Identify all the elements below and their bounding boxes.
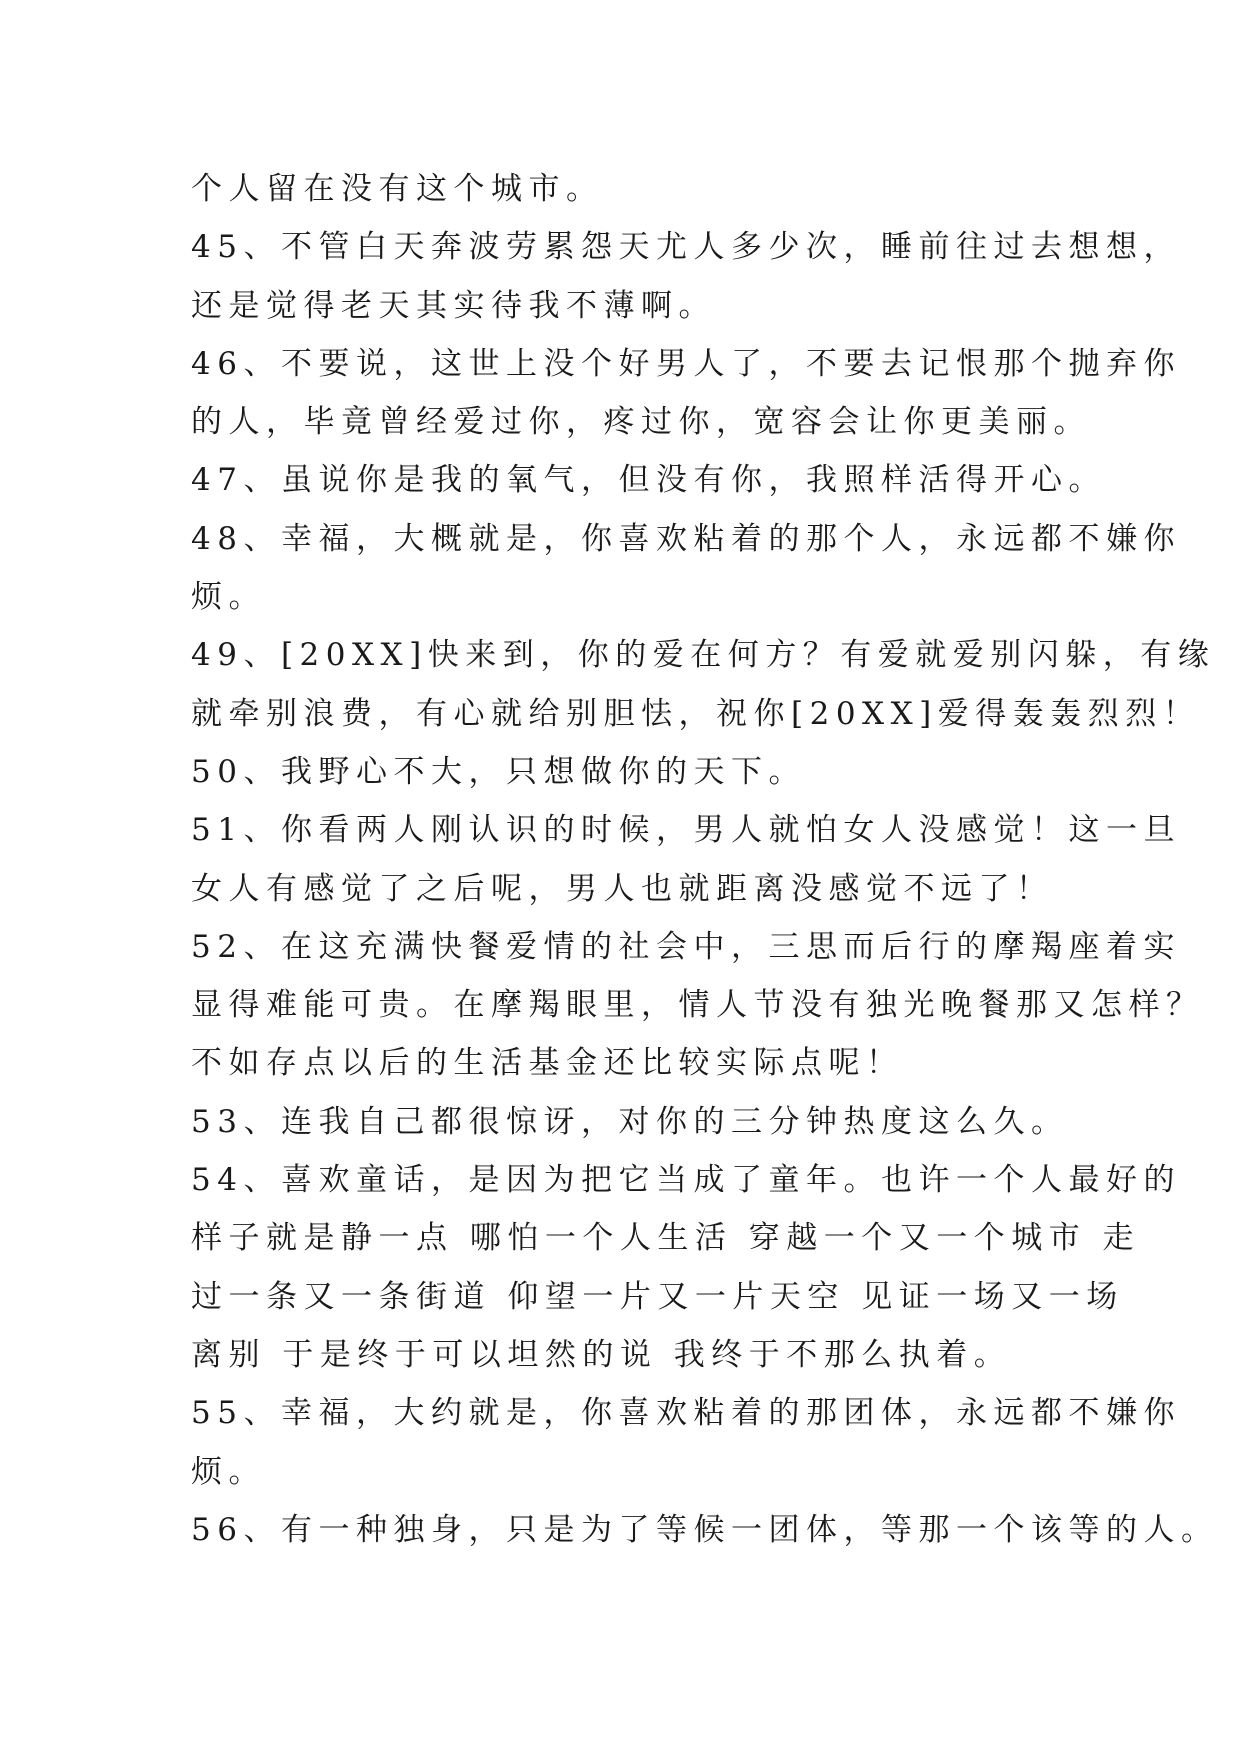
text-line: 48、幸福，大概就是，你喜欢粘着的那个人，永远都不嫌你 bbox=[191, 520, 1181, 557]
text-line: 54、喜欢童话，是因为把它当成了童年。也许一个人最好的 bbox=[191, 1162, 1181, 1199]
text-line: 49、[20XX]快来到，你的爱在何方？有爱就爱别闪躲，有缘 bbox=[191, 637, 1216, 674]
text-line: 烦。 bbox=[191, 579, 266, 616]
text-line: 不如存点以后的生活基金还比较实际点呢！ bbox=[191, 1045, 904, 1082]
document-body bbox=[191, 160, 1219, 1559]
text-line: 样子就是静一点 哪怕一个人生活 穿越一个又一个城市 走 bbox=[191, 1220, 1141, 1257]
text-line: 52、在这充满快餐爱情的社会中，三思而后行的摩羯座着实 bbox=[191, 928, 1181, 965]
text-line: 46、不要说，这世上没个好男人了，不要去记恨那个抛弃你 bbox=[191, 345, 1181, 382]
text-line: 51、你看两人刚认识的时候，男人就怕女人没感觉！这一旦 bbox=[191, 812, 1181, 849]
text-line: 45、不管白天奔波劳累怨天尤人多少次，睡前往过去想想， bbox=[191, 229, 1181, 266]
text-line: 50、我野心不大，只想做你的天下。 bbox=[191, 753, 806, 790]
text-line: 56、有一种独身，只是为了等候一团体，等那一个该等的人。 bbox=[191, 1511, 1219, 1548]
text-line: 过一条又一条街道 仰望一片又一片天空 见证一场又一场 bbox=[191, 1278, 1124, 1315]
text-line: 的人，毕竟曾经爱过你，疼过你，宽容会让你更美丽。 bbox=[191, 404, 1091, 441]
text-line: 女人有感觉了之后呢，男人也就距离没感觉不远了！ bbox=[191, 870, 1054, 907]
text-line: 还是觉得老天其实待我不薄啊。 bbox=[191, 287, 716, 324]
text-line: 烦。 bbox=[191, 1453, 266, 1490]
text-line: 55、幸福，大约就是，你喜欢粘着的那团体，永远都不嫌你 bbox=[191, 1395, 1181, 1432]
text-line: 显得难能可贵。在摩羯眼里，情人节没有独光晚餐那又怎样？ bbox=[191, 987, 1204, 1024]
text-line: 就牵别浪费，有心就给别胆怯，祝你[20XX]爱得轰轰烈烈！ bbox=[191, 695, 1201, 732]
text-line: 47、虽说你是我的氧气，但没有你，我照样活得开心。 bbox=[191, 462, 1106, 499]
text-line: 离别 于是终于可以坦然的说 我终于不那么执着。 bbox=[191, 1336, 1012, 1373]
text-line: 53、连我自己都很惊讶，对你的三分钟热度这么久。 bbox=[191, 1103, 1069, 1140]
text-line: 个人留在没有这个城市。 bbox=[191, 171, 604, 207]
